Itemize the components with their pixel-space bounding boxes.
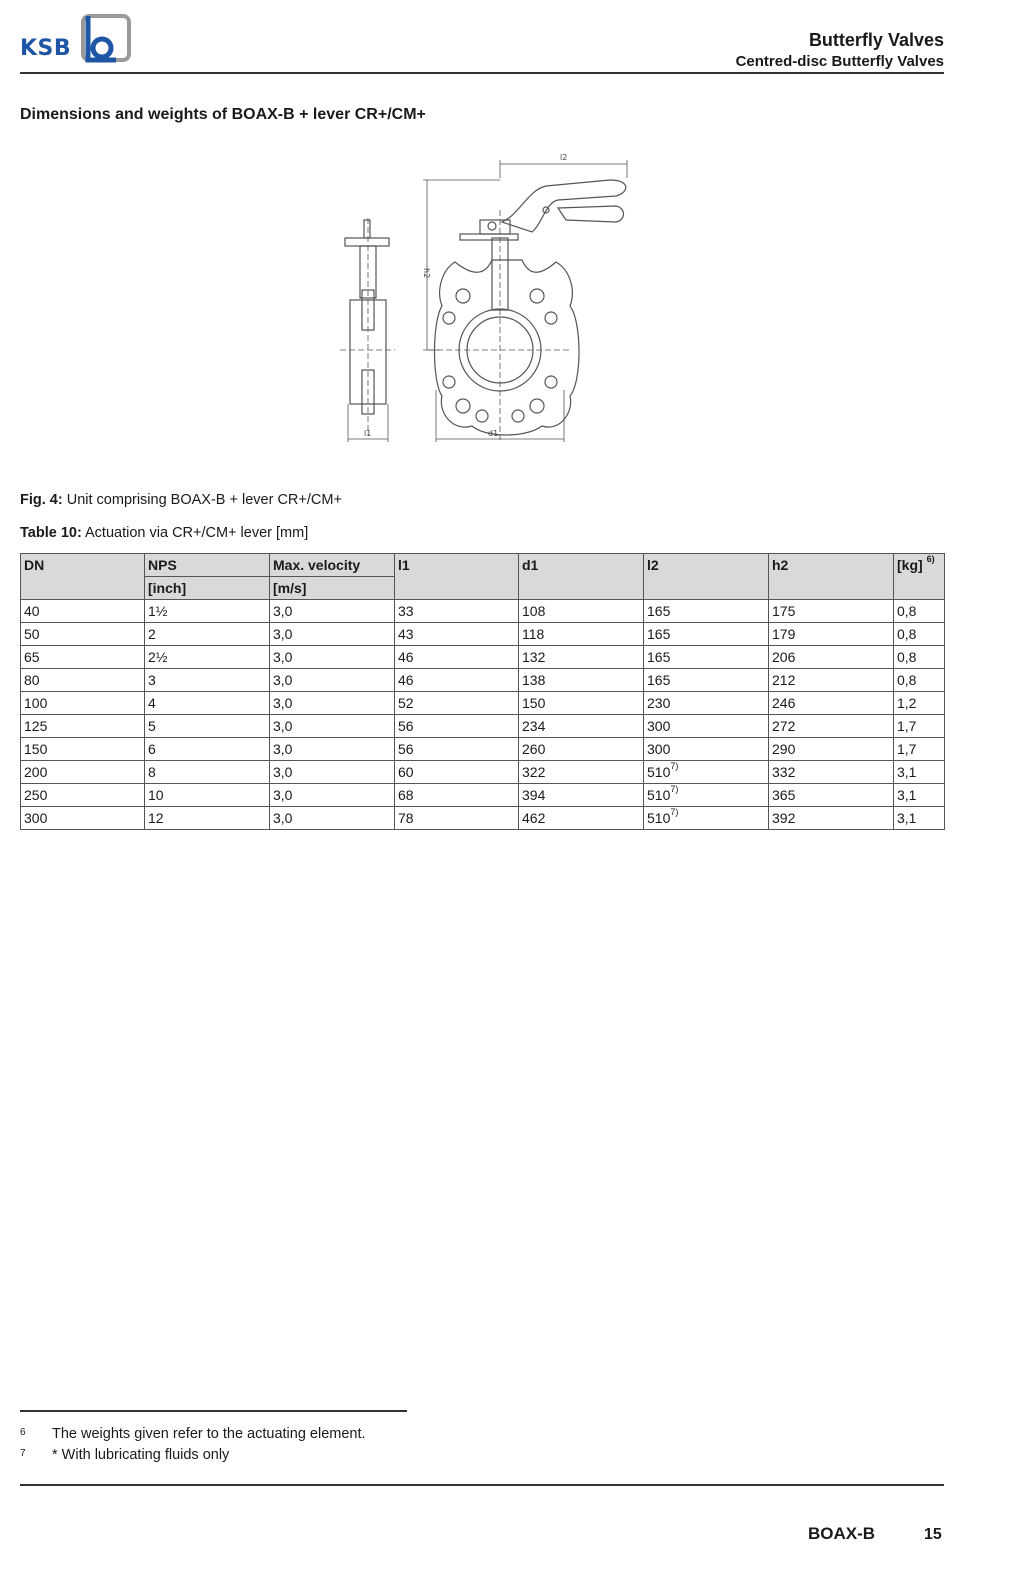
dim-h2-label: h2 [422, 268, 431, 279]
cell-l1: 52 [395, 692, 519, 715]
cell-dn: 150 [21, 738, 145, 761]
cell-l2 [644, 646, 769, 669]
cell-l2 [644, 784, 769, 807]
footnote-text: The weights given refer to the actuating element. [52, 1426, 366, 1442]
table-header-row [21, 554, 945, 577]
cell-l1: 56 [395, 715, 519, 738]
cell-value: 510 [647, 810, 671, 826]
cell-value: 165 [647, 672, 671, 688]
logo-mark-icon [20, 12, 138, 68]
table-row [21, 784, 945, 807]
col-header-velocity: Max. velocity [270, 554, 395, 577]
footnote-ref: 7) [670, 761, 679, 771]
cell-h2: 365 [769, 784, 894, 807]
cell-d1: 150 [519, 692, 644, 715]
table-row [21, 738, 945, 761]
cell-d1: 132 [519, 646, 644, 669]
dimensions-table [20, 553, 945, 830]
footnote-6 [20, 1426, 366, 1442]
table-row [21, 715, 945, 738]
cell-nps: 12 [145, 807, 270, 830]
header-subtitle: Centred-disc Butterfly Valves [735, 53, 944, 70]
table-title-text: Actuation via CR+/CM+ lever [mm] [85, 525, 309, 541]
cell-weight: 3,1 [894, 807, 945, 830]
cell-nps: 4 [145, 692, 270, 715]
col-header-l2: l2 [644, 554, 769, 600]
table-row [21, 807, 945, 830]
cell-h2: 206 [769, 646, 894, 669]
cell-value: 165 [647, 603, 671, 619]
dim-d1-label: d1 [488, 429, 499, 438]
cell-dn: 200 [21, 761, 145, 784]
footnote-7 [20, 1447, 229, 1463]
cell-l1: 46 [395, 646, 519, 669]
cell-value: 300 [647, 741, 671, 757]
cell-velocity: 3,0 [270, 692, 395, 715]
cell-l2 [644, 692, 769, 715]
cell-h2: 290 [769, 738, 894, 761]
cell-value: 165 [647, 649, 671, 665]
cell-d1: 138 [519, 669, 644, 692]
cell-dn: 40 [21, 600, 145, 623]
col-header-l1: l1 [395, 554, 519, 600]
footnote-ref: 7) [670, 784, 679, 794]
cell-velocity: 3,0 [270, 623, 395, 646]
cell-nps: 10 [145, 784, 270, 807]
cell-h2: 179 [769, 623, 894, 646]
cell-weight: 0,8 [894, 646, 945, 669]
cell-l2 [644, 738, 769, 761]
cell-weight: 0,8 [894, 623, 945, 646]
cell-h2: 246 [769, 692, 894, 715]
cell-d1: 260 [519, 738, 644, 761]
logo-wordmark: KSB [20, 36, 72, 61]
table-row [21, 623, 945, 646]
cell-h2: 212 [769, 669, 894, 692]
cell-nps: 6 [145, 738, 270, 761]
cell-h2: 332 [769, 761, 894, 784]
cell-l1: 56 [395, 738, 519, 761]
footnote-number: 6 [20, 1427, 26, 1438]
table-row [21, 646, 945, 669]
cell-nps: 3 [145, 669, 270, 692]
cell-weight: 1,7 [894, 715, 945, 738]
col-header-nps: NPS [145, 554, 270, 577]
weight-unit: [kg] [897, 557, 923, 573]
cell-l2 [644, 807, 769, 830]
cell-velocity: 3,0 [270, 600, 395, 623]
figure-caption [20, 492, 342, 508]
cell-d1: 108 [519, 600, 644, 623]
table-row [21, 761, 945, 784]
footnote-number: 7 [20, 1448, 26, 1459]
table-title [20, 525, 308, 541]
cell-velocity: 3,0 [270, 669, 395, 692]
cell-weight: 0,8 [894, 669, 945, 692]
col-header-h2: h2 [769, 554, 894, 600]
cell-nps: 5 [145, 715, 270, 738]
footnote-divider [20, 1410, 407, 1412]
footer-divider [20, 1484, 944, 1486]
ksb-logo [20, 12, 138, 68]
cell-l2 [644, 715, 769, 738]
col-unit-velocity: [m/s] [270, 577, 395, 600]
section-title: Dimensions and weights of BOAX-B + lever CR+/CM+ [20, 106, 426, 123]
cell-d1: 394 [519, 784, 644, 807]
cell-weight: 3,1 [894, 784, 945, 807]
cell-h2: 392 [769, 807, 894, 830]
cell-dn: 65 [21, 646, 145, 669]
cell-d1: 462 [519, 807, 644, 830]
header-divider [20, 72, 944, 74]
cell-dn: 100 [21, 692, 145, 715]
cell-d1: 322 [519, 761, 644, 784]
cell-l2 [644, 600, 769, 623]
valve-drawing [320, 150, 650, 450]
cell-dn: 125 [21, 715, 145, 738]
page-number: 15 [924, 1526, 942, 1543]
footnote-ref: 7) [670, 807, 679, 817]
col-header-d1: d1 [519, 554, 644, 600]
cell-nps: 8 [145, 761, 270, 784]
dim-l1-label: l1 [364, 429, 372, 438]
cell-h2: 175 [769, 600, 894, 623]
cell-nps: 2½ [145, 646, 270, 669]
cell-weight: 1,2 [894, 692, 945, 715]
cell-dn: 300 [21, 807, 145, 830]
cell-velocity: 3,0 [270, 761, 395, 784]
col-unit-nps: [inch] [145, 577, 270, 600]
cell-l1: 60 [395, 761, 519, 784]
table-row [21, 600, 945, 623]
cell-velocity: 3,0 [270, 715, 395, 738]
cell-weight: 0,8 [894, 600, 945, 623]
cell-l1: 33 [395, 600, 519, 623]
table-row [21, 692, 945, 715]
cell-l1: 68 [395, 784, 519, 807]
cell-velocity: 3,0 [270, 646, 395, 669]
cell-weight: 1,7 [894, 738, 945, 761]
col-header-weight [894, 554, 945, 600]
cell-value: 510 [647, 787, 671, 803]
cell-velocity: 3,0 [270, 738, 395, 761]
cell-l1: 46 [395, 669, 519, 692]
cell-l1: 43 [395, 623, 519, 646]
cell-velocity: 3,0 [270, 784, 395, 807]
table-title-label: Table 10: [20, 525, 82, 541]
cell-value: 230 [647, 695, 671, 711]
cell-nps: 2 [145, 623, 270, 646]
cell-dn: 80 [21, 669, 145, 692]
cell-velocity: 3,0 [270, 807, 395, 830]
col-header-dn: DN [21, 554, 145, 600]
weight-footnote-ref: 6) [926, 554, 935, 564]
cell-dn: 50 [21, 623, 145, 646]
cell-value: 165 [647, 626, 671, 642]
cell-l2 [644, 669, 769, 692]
dim-l2-label: l2 [560, 153, 568, 162]
cell-h2: 272 [769, 715, 894, 738]
cell-d1: 118 [519, 623, 644, 646]
header-title: Butterfly Valves [808, 30, 944, 50]
table-row [21, 669, 945, 692]
cell-nps: 1½ [145, 600, 270, 623]
cell-value: 510 [647, 764, 671, 780]
cell-l2 [644, 623, 769, 646]
cell-l1: 78 [395, 807, 519, 830]
caption-label: Fig. 4: [20, 492, 63, 508]
cell-value: 300 [647, 718, 671, 734]
cell-weight: 3,1 [894, 761, 945, 784]
caption-text: Unit comprising BOAX-B + lever CR+/CM+ [66, 492, 342, 508]
footnote-text: * With lubricating fluids only [52, 1447, 230, 1463]
cell-l2 [644, 761, 769, 784]
footer-product: BOAX-B [808, 1524, 876, 1543]
cell-dn: 250 [21, 784, 145, 807]
cell-d1: 234 [519, 715, 644, 738]
